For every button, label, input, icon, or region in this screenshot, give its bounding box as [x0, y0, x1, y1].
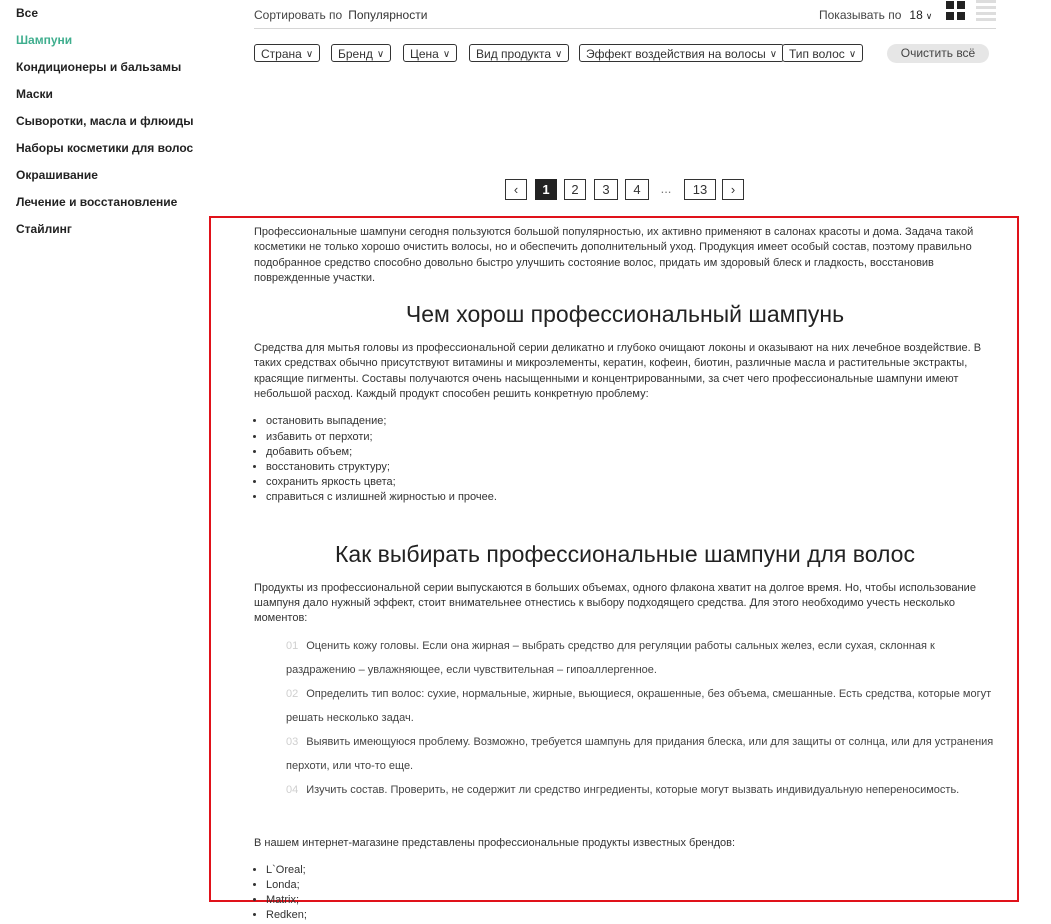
sidebar-item-hair-sets[interactable]: Наборы косметики для волос	[16, 141, 194, 155]
filter-product-type[interactable]	[469, 44, 569, 62]
prev-page-button[interactable]: ‹	[505, 179, 527, 200]
chevron-down-icon: ∨	[848, 49, 857, 60]
filter-hair-type[interactable]	[782, 44, 863, 62]
filter-brand[interactable]	[331, 44, 391, 62]
filter-label: Вид продукта	[476, 47, 552, 61]
category-description	[254, 225, 996, 924]
list-item: • L`Oreal;	[266, 863, 996, 878]
step-text: Изучить состав. Проверить, не содержит ли средство ингредиенты, которые могут вызвать индивидуальную непереносимость.	[306, 784, 960, 797]
category-sidebar	[16, 6, 216, 249]
chevron-down-icon: ∨	[555, 49, 563, 60]
chevron-down-icon: ∨	[769, 49, 778, 60]
list-item	[286, 634, 996, 682]
list-item: • Londa;	[266, 878, 996, 893]
clear-all-button[interactable]: Очистить всё	[887, 44, 989, 63]
list-item: • Redken;	[266, 908, 996, 923]
per-page-control	[819, 8, 932, 22]
filter-label: Эффект воздействия на волосы	[586, 47, 766, 61]
step-number: 04	[286, 784, 299, 797]
chevron-down-icon: ∨	[305, 49, 314, 60]
chevron-down-icon: ∨	[376, 49, 385, 60]
filter-label: Тип волос	[789, 47, 845, 61]
step-number: 03	[286, 736, 299, 749]
benefits-list	[254, 414, 996, 505]
sort-dropdown[interactable]: Популярности	[348, 8, 428, 22]
list-item: • восстановить структуру;	[266, 460, 996, 475]
sidebar-item-masks[interactable]: Маски	[16, 87, 53, 101]
grid-view-icon[interactable]	[946, 1, 966, 21]
step-text: Оценить кожу головы. Если она жирная – выбрать средство для регуляции работы сальных желез, если сухая, склонная к раздражению – увлажняющее, если чувствительная – гипоаллергенное.	[286, 640, 935, 677]
list-item	[286, 682, 996, 730]
page-3-button[interactable]: 3	[594, 179, 618, 200]
per-page-dropdown[interactable]	[909, 8, 932, 22]
step-text: Выявить имеющуюся проблему. Возможно, требуется шампунь для придания блеска, или для защиты от солнца, или для устранения перхоти, или что-то еще.	[286, 736, 994, 773]
pagination-ellipsis: ...	[655, 179, 677, 200]
filter-hair-effect[interactable]	[579, 44, 784, 62]
filter-label: Страна	[261, 47, 302, 61]
sidebar-item-serums-oils[interactable]: Сыворотки, масла и флюиды	[16, 114, 194, 128]
sidebar-item-treatment[interactable]: Лечение и восстановление	[16, 195, 178, 209]
brands-list	[254, 863, 996, 924]
step-number: 02	[286, 688, 299, 701]
section-heading-choosing: Как выбирать профессиональные шампуни для волос	[335, 540, 915, 567]
step-number: 01	[286, 640, 299, 653]
filter-bar	[254, 44, 996, 64]
sidebar-item-all[interactable]: Все	[16, 6, 39, 20]
page-13-button[interactable]: 13	[684, 179, 716, 200]
page-4-button[interactable]: 4	[625, 179, 649, 200]
list-view-icon[interactable]	[976, 0, 996, 22]
list-item: • справиться с излишней жирностью и прочее.	[266, 490, 996, 505]
list-item: • остановить выпадение;	[266, 414, 996, 429]
filter-country[interactable]	[254, 44, 320, 62]
filter-label: Бренд	[338, 47, 373, 61]
sort-control	[254, 8, 427, 22]
brands-intro: В нашем интернет-магазине представлены профессиональные продукты известных брендов:	[254, 837, 736, 850]
list-item: • сохранить яркость цвета;	[266, 475, 996, 490]
step-text: Определить тип волос: сухие, нормальные, жирные, вьющиеся, окрашенные, без объема, смешанные. Есть средства, которые могут решать несколько задач.	[286, 688, 992, 725]
page-1-button[interactable]: 1	[535, 179, 557, 200]
next-page-button[interactable]: ›	[722, 179, 744, 200]
filter-price[interactable]	[403, 44, 457, 62]
sidebar-item-conditioners[interactable]: Кондиционеры и бальзамы	[16, 60, 182, 74]
benefits-paragraph: Средства для мытья головы из профессиональной серии деликатно и глубоко очищают локоны и оказывают на них лечебное воздействие. В таких средствах обычно присутствуют витамины и микроэлементы, кератин, кофеин, биотин, различные масла и растительные экстракты, красящие пигменты. Составы получаются очень насыщенными и концентрированными, за счет чего профессиональные шампуни имеют небольшой расход. Каждый продукт способен решить конкретную проблему:	[254, 342, 982, 401]
list-item: • добавить объем;	[266, 445, 996, 460]
intro-paragraph: Профессиональные шампуни сегодня пользуются большой популярностью, их активно применяют в салонах красоты и дома. Задача такой косметики не только хорошо очистить волосы, но и обеспечить дополнительный уход. Продукция имеет особый состав, поэтому правильно подобранное средство способно довольно быстро улучшить состояние волос, придать им здоровый блеск и гладкость, восстановив поврежденные участки.	[254, 226, 974, 284]
page-2-button[interactable]: 2	[564, 179, 586, 200]
per-page-label: Показывать по	[819, 8, 902, 22]
section-heading-benefits: Чем хорош профессиональный шампунь	[405, 301, 845, 328]
sidebar-item-coloring[interactable]: Окрашивание	[16, 168, 98, 182]
per-page-value: 18	[909, 8, 923, 22]
choosing-paragraph: Продукты из профессиональной серии выпускаются в больших объемах, одного флакона хватит на долгое время. Но, чтобы использование шампуня дало нужный эффект, стоит внимательнее отнестись к выбору подходящего средства. Для этого необходимо учесть несколько моментов:	[254, 581, 976, 625]
list-item	[286, 730, 996, 778]
choosing-steps	[286, 634, 996, 802]
filter-label: Цена	[410, 47, 439, 61]
list-item: • избавить от перхоти;	[266, 430, 996, 445]
sidebar-item-shampoos[interactable]: Шампуни	[16, 33, 73, 47]
list-item	[286, 778, 996, 802]
sidebar-item-styling[interactable]: Стайлинг	[16, 222, 72, 236]
list-item: • Matrix;	[266, 893, 996, 908]
chevron-down-icon: ∨	[925, 11, 933, 21]
chevron-down-icon: ∨	[442, 49, 451, 60]
sort-label: Сортировать по	[254, 8, 343, 22]
sort-toolbar	[254, 0, 996, 29]
